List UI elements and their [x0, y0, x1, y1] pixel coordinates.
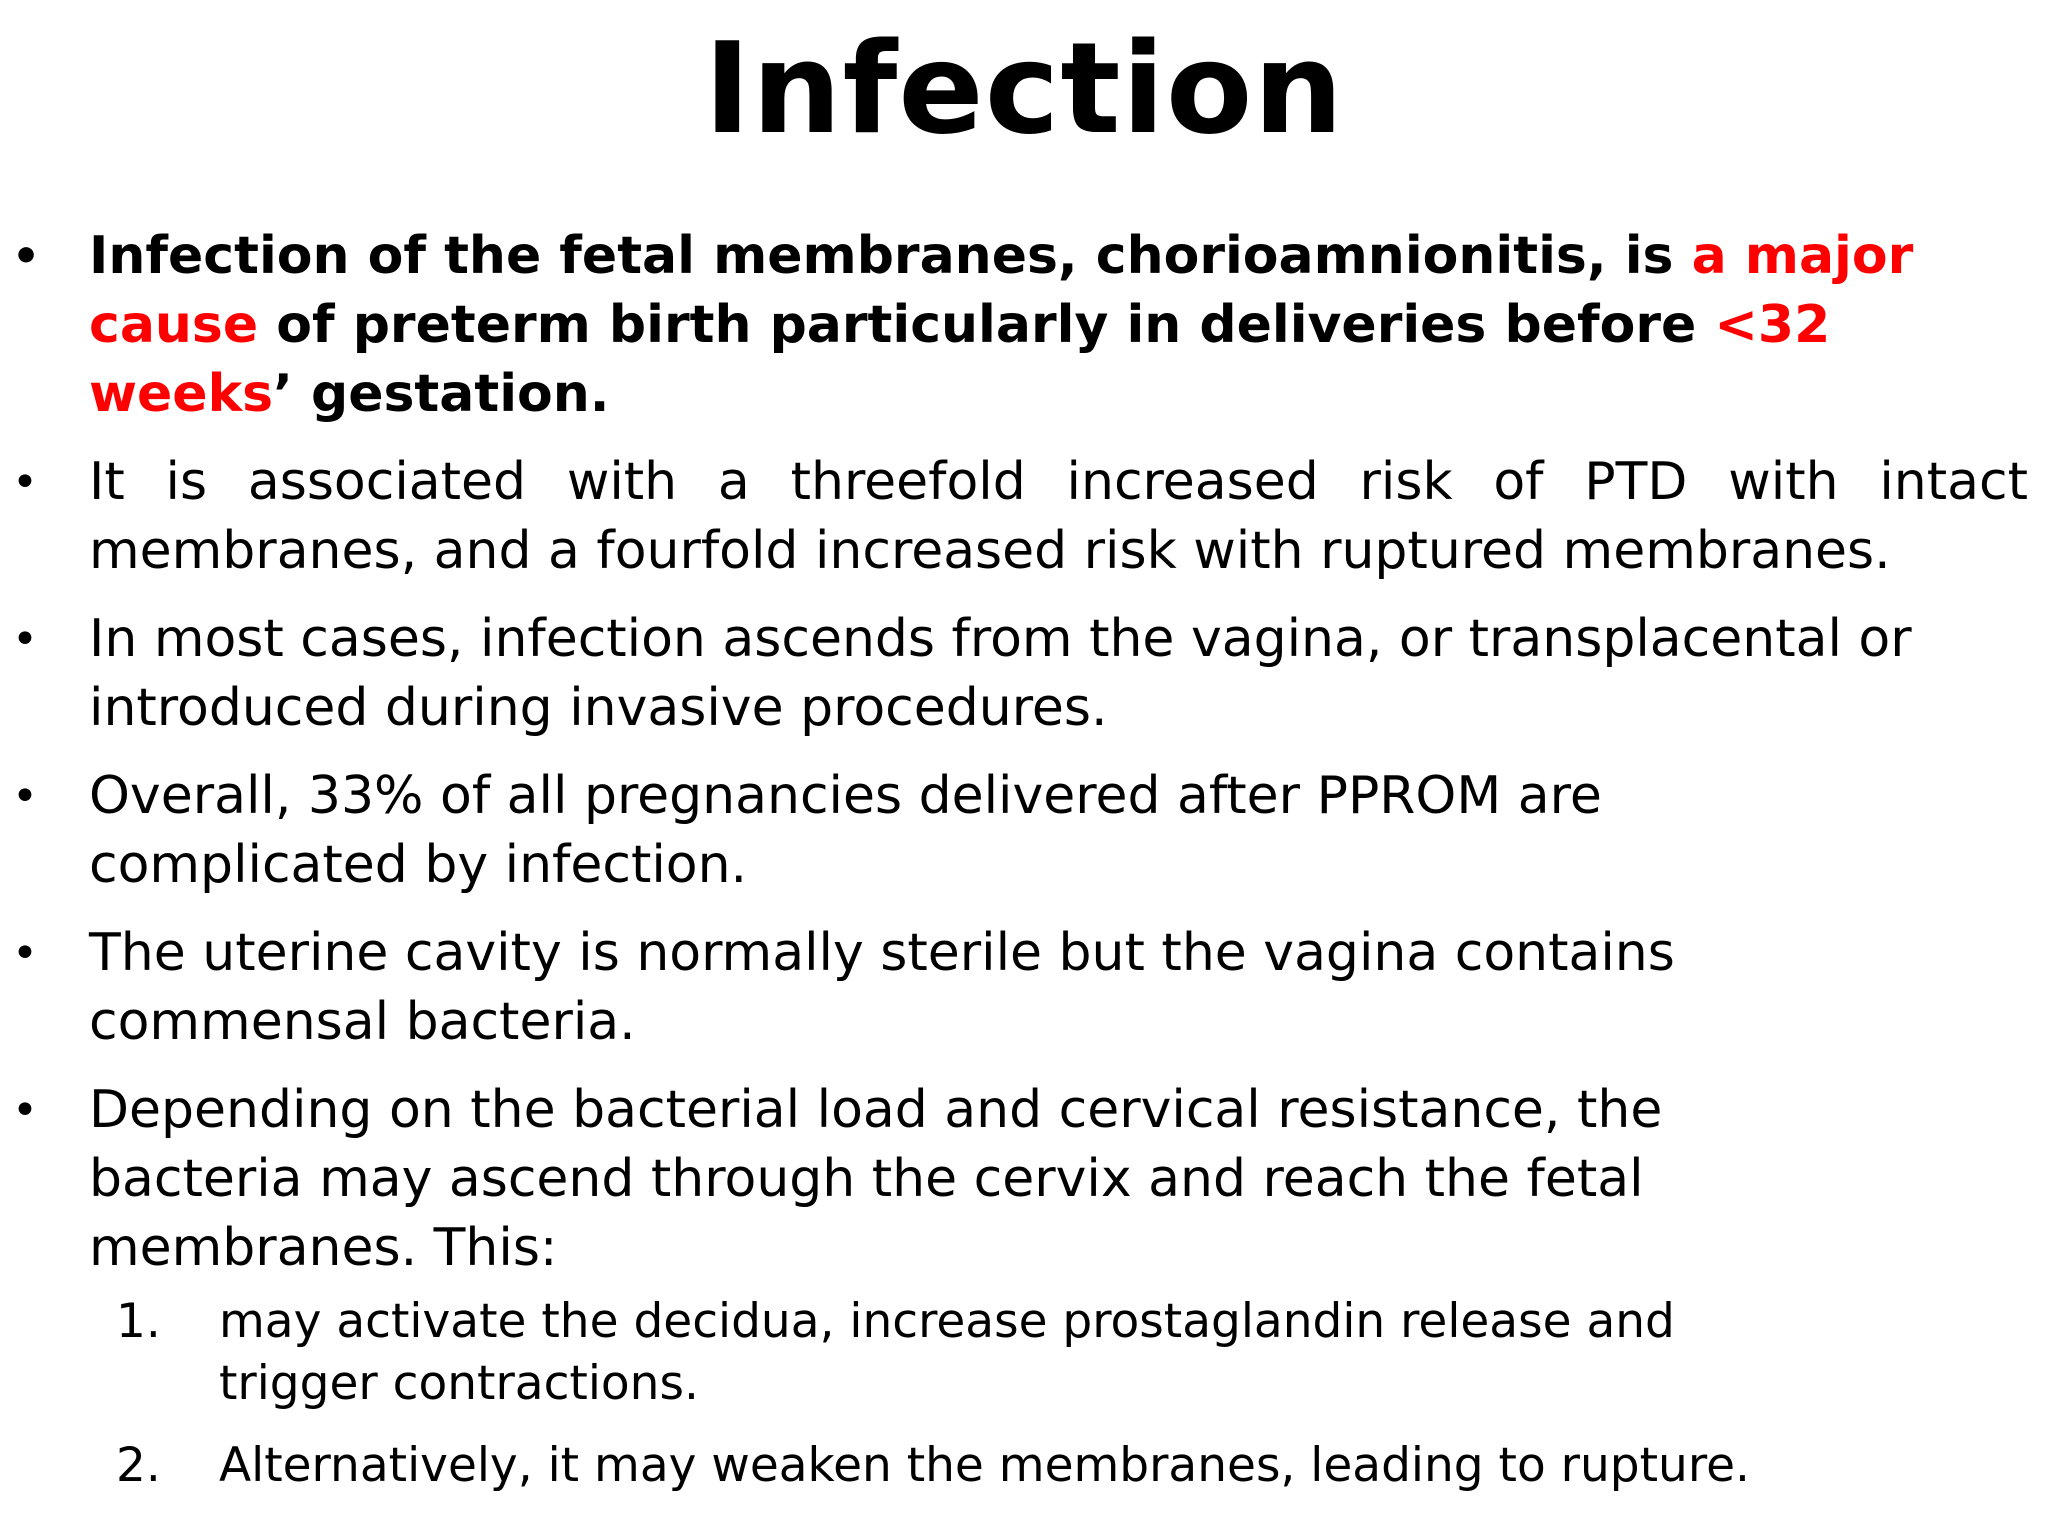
bullet-item-2	[0, 448, 2048, 586]
bullet-item-5	[0, 919, 2048, 1057]
bullet-dot-icon: •	[12, 1085, 38, 1136]
bullet-item-3	[0, 605, 2048, 743]
bullet-item-6	[0, 1076, 2048, 1497]
sublist-item-2	[0, 1435, 2028, 1497]
bullet-list	[0, 222, 2048, 1517]
bullet-dot-icon: •	[12, 457, 38, 508]
bullet-dot-icon: •	[12, 614, 38, 665]
bullet-text-1	[89, 226, 1913, 424]
bullet-item-4	[0, 762, 2048, 900]
sublist-number: 2.	[116, 1438, 161, 1493]
bullet-1-emphasis-weeks: <32 weeks	[89, 295, 1831, 424]
bullet-1-part-1: Infection of the fetal membranes, chorioamnionitis, is	[89, 226, 1692, 286]
bullet-text-5: The uterine cavity is normally sterile but the vagina contains commensal bacteria.	[89, 923, 1675, 1052]
bullet-1-emphasis-major-cause: a major cause	[89, 226, 1914, 355]
bullet-dot-icon: •	[12, 771, 38, 822]
sublist-item-1	[0, 1291, 2028, 1415]
sublist-number: 1.	[116, 1294, 161, 1349]
numbered-sublist	[89, 1291, 2028, 1497]
sublist-text: may activate the decidua, increase prostaglandin release and trigger contractions.	[219, 1294, 1675, 1411]
bullet-text-3: In most cases, infection ascends from the vagina, or transplacental or introduced during invasive procedures.	[89, 609, 1912, 738]
bullet-1-part-3: of preterm birth particularly in deliveries before	[258, 295, 1715, 355]
bullet-dot-icon: •	[12, 231, 41, 282]
slide-title: Infection	[703, 15, 1345, 162]
sublist-text: Alternatively, it may weaken the membranes, leading to rupture.	[219, 1438, 1750, 1493]
bullet-text-2: It is associated with a threefold increased risk of PTD with intact membranes, and a fourfold increased risk with ruptured membranes.	[89, 452, 2028, 581]
bullet-dot-icon: •	[12, 928, 38, 979]
bullet-text-4: Overall, 33% of all pregnancies delivered after PPROM are complicated by infection.	[89, 766, 1602, 895]
bullet-item-1	[0, 222, 2048, 429]
bullet-1-part-5: ’ gestation.	[273, 364, 610, 424]
bullet-text-6: Depending on the bacterial load and cervical resistance, the bacteria may ascend through the cervix and reach the fetal membranes. This:	[89, 1080, 1663, 1278]
